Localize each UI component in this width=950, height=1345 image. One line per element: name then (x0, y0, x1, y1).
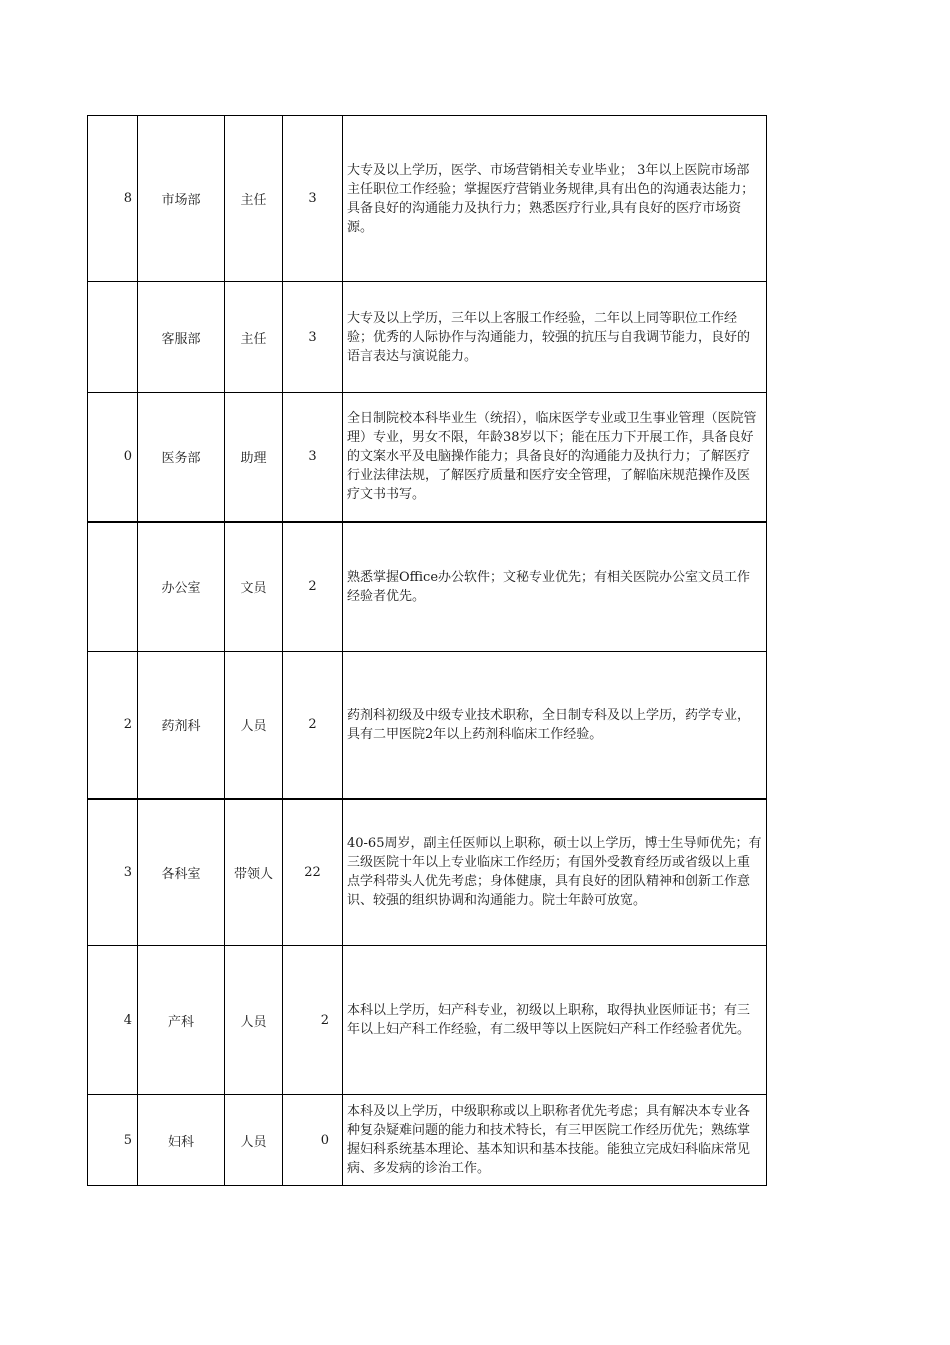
headcount: 3 (283, 393, 343, 522)
table-row (88, 652, 767, 799)
position: 文员 (225, 522, 283, 652)
headcount: 3 (283, 116, 343, 282)
table-row (88, 799, 767, 946)
position: 人员 (225, 652, 283, 799)
department: 办公室 (138, 522, 225, 652)
row-number: 5 (88, 1095, 138, 1186)
position: 带领人 (225, 799, 283, 946)
row-number (88, 282, 138, 393)
row-number: 8 (88, 116, 138, 282)
position: 主任 (225, 282, 283, 393)
department: 医务部 (138, 393, 225, 522)
requirements: 全日制院校本科毕业生（统招），临床医学专业或卫生事业管理（医院管理）专业，男女不限，年龄38岁以下；能在压力下开展工作，具备良好的文案水平及电脑操作能力；具备良好的沟通能力及执行力；了解医疗行业法律法规，了解医疗质量和医疗安全管理，了解临床规范操作及医疗文书书写。 (343, 393, 767, 522)
department: 市场部 (138, 116, 225, 282)
position: 人员 (225, 946, 283, 1095)
requirements: 药剂科初级及中级专业技术职称，全日制专科及以上学历，药学专业，具有二甲医院2年以上药剂科临床工作经验。 (343, 652, 767, 799)
headcount: 2 (283, 652, 343, 799)
headcount: 2 (283, 522, 343, 652)
row-number: 4 (88, 946, 138, 1095)
headcount: 0 (283, 1095, 343, 1186)
headcount: 22 (283, 799, 343, 946)
position: 人员 (225, 1095, 283, 1186)
department: 各科室 (138, 799, 225, 946)
position: 主任 (225, 116, 283, 282)
row-number: 3 (88, 799, 138, 946)
headcount: 2 (283, 946, 343, 1095)
requirements: 本科以上学历，妇产科专业，初级以上职称，取得执业医师证书；有三年以上妇产科工作经验，有二级甲等以上医院妇产科工作经验者优先。 (343, 946, 767, 1095)
table-row (88, 116, 767, 282)
table-row (88, 1095, 767, 1186)
requirements: 大专及以上学历，医学、市场营销相关专业毕业； 3年以上医院市场部主任职位工作经验；掌握医疗营销业务规律,具有出色的沟通表达能力；具备良好的沟通能力及执行力；熟悉医疗行业,具有良好的医疗市场资源。 (343, 116, 767, 282)
requirements: 40-65周岁，副主任医师以上职称，硕士以上学历，博士生导师优先；有三级医院十年以上专业临床工作经历；有国外受教育经历或省级以上重点学科带头人优先考虑；身体健康，具有良好的团队精神和创新工作意识、较强的组织协调和沟通能力。院士年龄可放宽。 (343, 799, 767, 946)
row-number (88, 522, 138, 652)
job-table (87, 115, 767, 1186)
table-row (88, 946, 767, 1095)
table-row (88, 282, 767, 393)
requirements: 熟悉掌握Office办公软件；文秘专业优先；有相关医院办公室文员工作经验者优先。 (343, 522, 767, 652)
row-number: 2 (88, 652, 138, 799)
row-number: 0 (88, 393, 138, 522)
requirements: 大专及以上学历，三年以上客服工作经验，二年以上同等职位工作经验；优秀的人际协作与沟通能力，较强的抗压与自我调节能力，良好的语言表达与演说能力。 (343, 282, 767, 393)
department: 产科 (138, 946, 225, 1095)
department: 药剂科 (138, 652, 225, 799)
requirements: 本科及以上学历，中级职称或以上职称者优先考虑；具有解决本专业各种复杂疑难问题的能力和技术特长，有三甲医院工作经历优先；熟练掌握妇科系统基本理论、基本知识和基本技能。能独立完成妇科临床常见病、多发病的诊治工作。 (343, 1095, 767, 1186)
headcount: 3 (283, 282, 343, 393)
department: 客服部 (138, 282, 225, 393)
position: 助理 (225, 393, 283, 522)
table-row (88, 393, 767, 522)
department: 妇科 (138, 1095, 225, 1186)
table-row (88, 522, 767, 652)
